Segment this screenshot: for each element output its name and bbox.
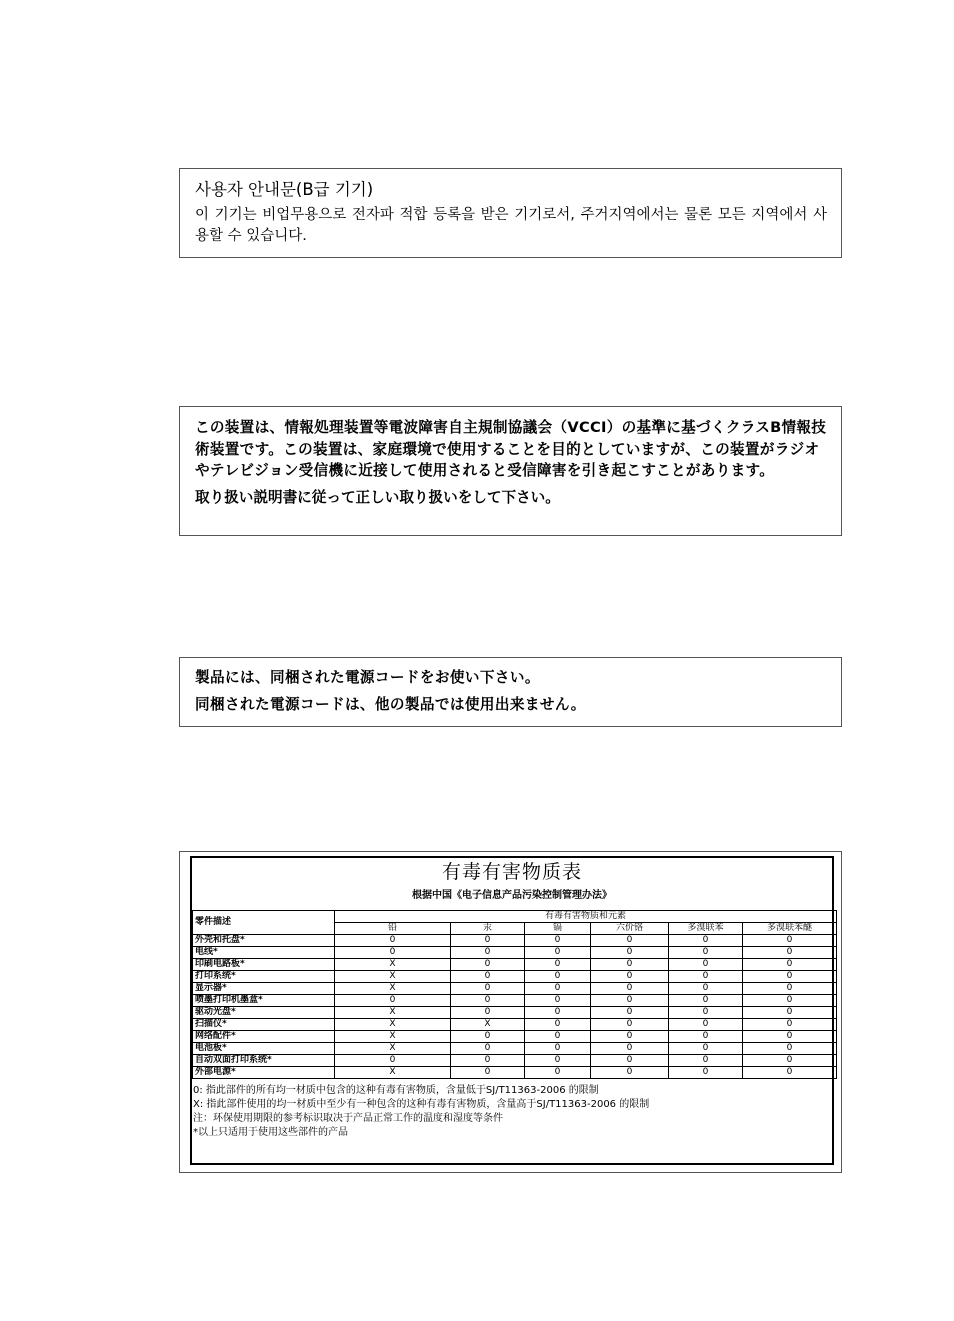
substance-value-cell: 0 [591, 1055, 669, 1067]
substance-value-cell: 0 [525, 983, 591, 995]
substance-value-cell: 0 [451, 971, 525, 983]
substance-value-cell: 0 [743, 971, 837, 983]
substance-value-cell: 0 [669, 983, 743, 995]
substance-value-cell: 0 [591, 995, 669, 1007]
china-notice-frame [190, 856, 834, 1165]
substance-value-cell: 0 [669, 959, 743, 971]
substance-value-cell: 0 [525, 995, 591, 1007]
part-name-cell: 电池板* [193, 1043, 335, 1055]
table-row [193, 1067, 837, 1079]
substance-header: 铅 [335, 923, 451, 935]
substance-header: 镉 [525, 923, 591, 935]
japan-vcci-notice [179, 406, 842, 536]
part-name-cell: 外部电源* [193, 1067, 335, 1079]
table-note: X: 指此部件使用的均一材质中至少有一种包含的这种有毒有害物质，含量高于SJ/T11363-2006 的限制 [193, 1099, 650, 1110]
substance-value-cell: 0 [525, 947, 591, 959]
china-hazardous-substance-notice [179, 851, 842, 1173]
substance-value-cell: 0 [525, 1067, 591, 1079]
substance-value-cell: 0 [591, 971, 669, 983]
substance-value-cell: 0 [743, 959, 837, 971]
table-row [193, 1007, 837, 1019]
substance-header: 六价铬 [591, 923, 669, 935]
substance-value-cell: 0 [743, 1019, 837, 1031]
substance-value-cell: 0 [743, 935, 837, 947]
substance-value-cell: X [335, 1007, 451, 1019]
part-description-header: 零件描述 [193, 911, 335, 935]
china-table-notes [192, 1084, 832, 1140]
substance-value-cell: 0 [669, 947, 743, 959]
substance-value-cell: X [335, 1019, 451, 1031]
substance-value-cell: X [335, 1043, 451, 1055]
substance-value-cell: 0 [525, 935, 591, 947]
substance-value-cell: 0 [743, 947, 837, 959]
substance-header: 多溴联苯 [669, 923, 743, 935]
china-table-subtitle: 根据中国《电子信息产品污染控制管理办法》 [412, 890, 612, 901]
substance-header: 多溴联苯醚 [743, 923, 837, 935]
korea-notice-body: 이 기기는 비업무용으로 전자파 적합 등록을 받은 기기로서, 주거지역에서는 물론 모든 지역에서 사용할 수 있습니다. [195, 207, 827, 244]
substance-value-cell: 0 [591, 1067, 669, 1079]
part-name-cell: 驱动光盘* [193, 1007, 335, 1019]
vcci-notice-body: この装置は、情報処理装置等電波障害自主規制協議会（VCCI）の基準に基づくクラスB情報技術装置です。この装置は、家庭環境で使用することを目的としていますが、この装置がラジオやテレビジョン受信機に近接して使用されると受信障害を引き起こすことがあります。 [195, 419, 827, 479]
china-table-title: 有毒有害物质表 [441, 861, 582, 883]
table-note: 0: 指此部件的所有均一材质中包含的这种有毒有害物质，含量低于SJ/T11363-2006 的限制 [193, 1085, 599, 1096]
power-cord-line-2: 同梱された電源コードは、他の製品では使用出来ません。 [195, 696, 586, 713]
substance-value-cell: 0 [743, 983, 837, 995]
substance-value-cell: 0 [591, 1031, 669, 1043]
substance-value-cell: X [335, 1067, 451, 1079]
substance-value-cell: 0 [451, 959, 525, 971]
substance-value-cell: X [335, 971, 451, 983]
part-name-cell: 印刷电路板* [193, 959, 335, 971]
part-name-cell: 电线* [193, 947, 335, 959]
substance-value-cell: 0 [451, 995, 525, 1007]
table-row [193, 1055, 837, 1067]
table-note: 注：环保使用期限的参考标识取决于产品正常工作的温度和湿度等条件 [193, 1113, 503, 1124]
substance-value-cell: 0 [451, 1055, 525, 1067]
substance-header: 汞 [451, 923, 525, 935]
substance-value-cell: 0 [669, 1055, 743, 1067]
substance-value-cell: X [335, 983, 451, 995]
substance-value-cell: 0 [591, 1019, 669, 1031]
substance-value-cell: X [335, 1031, 451, 1043]
substance-value-cell: 0 [591, 1043, 669, 1055]
table-row [193, 971, 837, 983]
substance-value-cell: 0 [335, 935, 451, 947]
substance-value-cell: 0 [669, 1019, 743, 1031]
japan-power-cord-notice [179, 657, 842, 727]
part-name-cell: 喷墨打印机墨盒* [193, 995, 335, 1007]
part-name-cell: 外壳和托盘* [193, 935, 335, 947]
substance-value-cell: 0 [743, 1007, 837, 1019]
table-note: *以上只适用于使用这些部件的产品 [193, 1127, 348, 1138]
substance-value-cell: 0 [591, 959, 669, 971]
substance-value-cell: 0 [743, 1043, 837, 1055]
substance-value-cell: 0 [525, 971, 591, 983]
power-cord-line-1: 製品には、同梱された電源コードをお使い下さい。 [195, 669, 540, 686]
substance-value-cell: 0 [451, 947, 525, 959]
table-row [193, 1031, 837, 1043]
substance-value-cell: 0 [451, 1031, 525, 1043]
substance-value-cell: 0 [451, 935, 525, 947]
substance-value-cell: 0 [669, 995, 743, 1007]
substance-value-cell: 0 [669, 971, 743, 983]
substance-value-cell: X [335, 959, 451, 971]
substance-group-header: 有毒有害物质和元素 [335, 911, 837, 923]
table-row [193, 959, 837, 971]
korea-class-b-notice [179, 168, 842, 258]
part-name-cell: 网络配件* [193, 1031, 335, 1043]
substance-value-cell: 0 [591, 935, 669, 947]
substance-value-cell: 0 [743, 995, 837, 1007]
substance-value-cell: 0 [669, 935, 743, 947]
substance-value-cell: 0 [525, 1043, 591, 1055]
substance-value-cell: 0 [669, 1007, 743, 1019]
substance-value-cell: 0 [335, 995, 451, 1007]
substance-value-cell: 0 [743, 1055, 837, 1067]
part-name-cell: 打印系统* [193, 971, 335, 983]
substance-value-cell: 0 [743, 1031, 837, 1043]
substance-value-cell: 0 [335, 947, 451, 959]
table-row [193, 935, 837, 947]
substance-value-cell: 0 [451, 1067, 525, 1079]
substance-value-cell: 0 [525, 1055, 591, 1067]
hazardous-substance-table [192, 910, 837, 1079]
substance-value-cell: 0 [525, 1019, 591, 1031]
table-row [193, 1019, 837, 1031]
substance-value-cell: 0 [335, 1055, 451, 1067]
substance-value-cell: 0 [525, 1031, 591, 1043]
table-row [193, 983, 837, 995]
part-name-cell: 自动双面打印系统* [193, 1055, 335, 1067]
substance-value-cell: 0 [525, 959, 591, 971]
substance-value-cell: 0 [525, 1007, 591, 1019]
table-row [193, 947, 837, 959]
substance-value-cell: 0 [451, 1043, 525, 1055]
substance-value-cell: 0 [669, 1043, 743, 1055]
substance-value-cell: X [451, 1019, 525, 1031]
substance-value-cell: 0 [669, 1031, 743, 1043]
part-name-cell: 扫描仪* [193, 1019, 335, 1031]
substance-value-cell: 0 [743, 1067, 837, 1079]
part-name-cell: 显示器* [193, 983, 335, 995]
table-row [193, 1043, 837, 1055]
substance-value-cell: 0 [591, 983, 669, 995]
vcci-notice-instruction: 取り扱い説明書に従って正しい取り扱いをして下さい。 [195, 488, 560, 506]
substance-value-cell: 0 [669, 1067, 743, 1079]
substance-value-cell: 0 [451, 1007, 525, 1019]
substance-value-cell: 0 [451, 983, 525, 995]
table-row [193, 995, 837, 1007]
korea-notice-title: 사용자 안내문(B급 기기) [195, 180, 374, 199]
substance-value-cell: 0 [591, 1007, 669, 1019]
substance-value-cell: 0 [591, 947, 669, 959]
